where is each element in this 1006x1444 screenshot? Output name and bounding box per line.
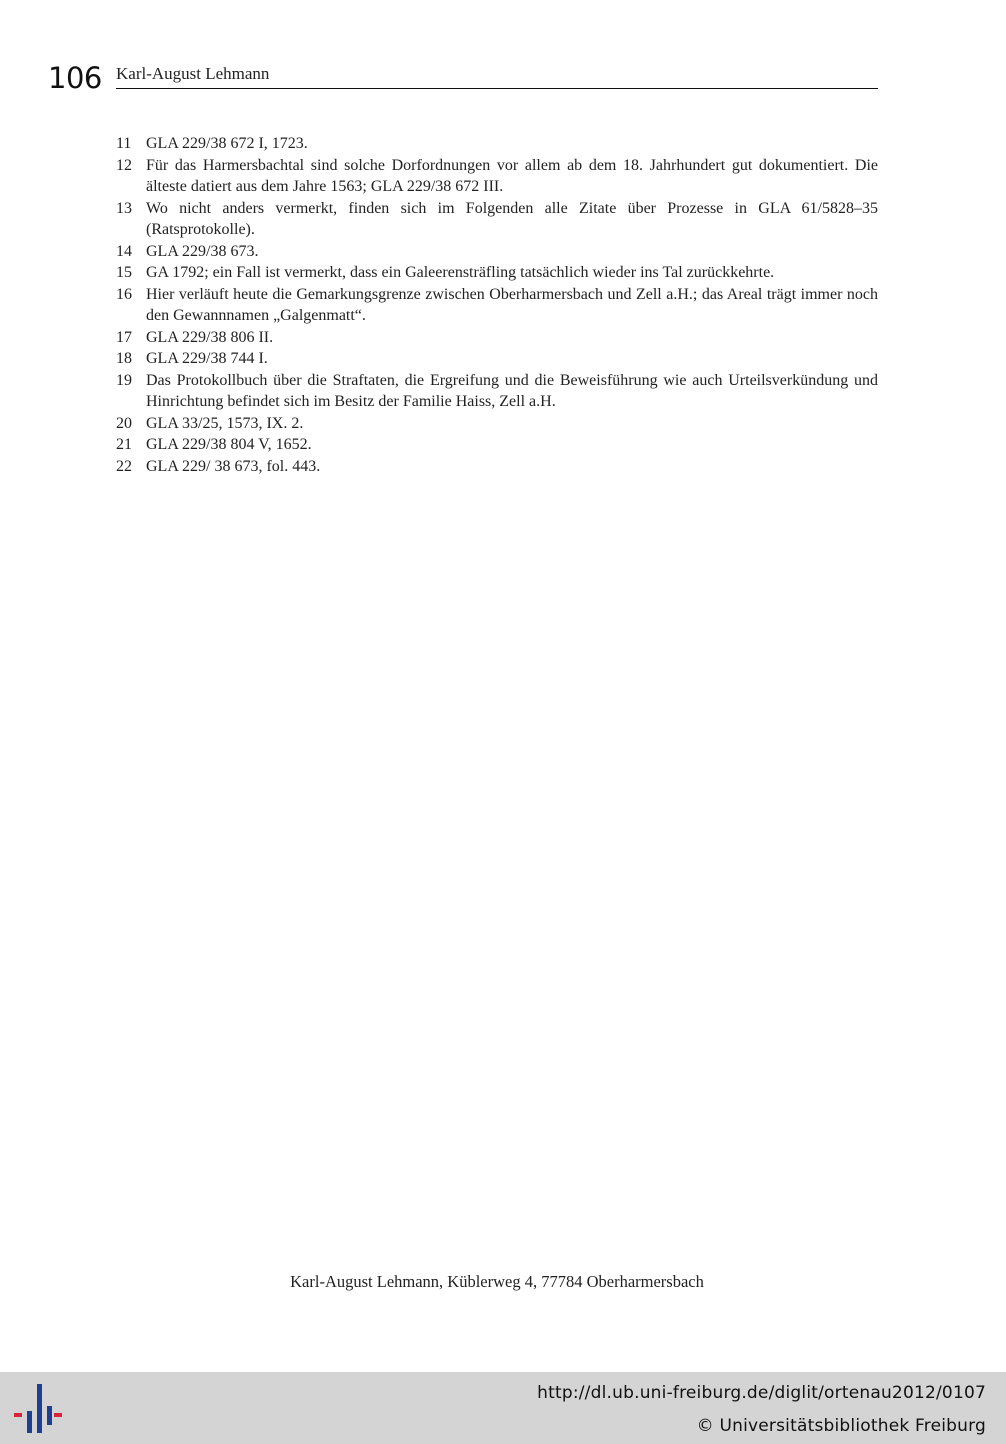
endnote-16 [116, 284, 878, 327]
endnote-12 [116, 155, 878, 198]
endnote-19 [116, 370, 878, 413]
endnote-text: GLA 229/38 806 II. [146, 328, 274, 346]
endnote-number: 19 [116, 371, 132, 389]
page-header [48, 58, 878, 95]
endnote-text: GLA 229/38 744 I. [146, 350, 268, 367]
author-address: Karl-August Lehmann, Küblerweg 4, 77784 Oberharmersbach [290, 1272, 704, 1291]
endnote-number: 22 [116, 457, 132, 475]
running-head: Karl-August Lehmann [116, 64, 270, 83]
endnote-text: GLA 33/25, 1573, IX. 2. [146, 414, 304, 432]
endnote-number: 11 [116, 135, 132, 152]
endnote-text: GLA 229/38 804 V, 1652. [146, 436, 312, 453]
permalink-url-link[interactable]: http://dl.ub.uni-freiburg.de/diglit/ortenau2012/0107 [537, 1383, 986, 1403]
endnote-number: 12 [116, 156, 132, 174]
endnote-text: GLA 229/38 673. [146, 242, 259, 260]
endnote-20 [116, 413, 878, 435]
endnotes-list [116, 133, 878, 477]
copyright-notice: © Universitätsbibliothek Freiburg [696, 1416, 986, 1436]
endnote-18 [116, 348, 878, 370]
endnote-number: 17 [116, 328, 132, 346]
endnote-text: GA 1792; ein Fall ist vermerkt, dass ein Galeerensträfling tatsächlich wieder ins Tal zurückkehrte. [146, 264, 775, 281]
endnote-number: 16 [116, 285, 132, 303]
endnote-13 [116, 198, 878, 241]
footer-bar [0, 1372, 1006, 1444]
endnote-21 [116, 434, 878, 456]
endnote-number: 21 [116, 436, 132, 453]
endnote-text: Das Protokollbuch über die Straftaten, die Ergreifung und die Beweisführung wie auch Urteilsverkündung und Hinrichtung befindet sich im Besitz der Familie Haiss, Zell a.H. [146, 371, 878, 410]
endnote-text: Wo nicht anders vermerkt, finden sich im Folgenden alle Zitate über Prozesse in GLA 61/5828–35 (Ratsprotokolle). [146, 199, 878, 238]
endnote-number: 13 [116, 199, 132, 217]
endnote-number: 20 [116, 414, 132, 432]
header-rule [116, 88, 878, 89]
endnote-number: 14 [116, 242, 132, 260]
endnote-text: GLA 229/ 38 673, fol. 443. [146, 457, 321, 475]
endnote-17 [116, 327, 878, 349]
ub-freiburg-logo-icon[interactable] [12, 1384, 64, 1434]
endnote-22 [116, 456, 878, 478]
page-number: 106 [48, 61, 102, 95]
endnote-text: Hier verläuft heute die Gemarkungsgrenze zwischen Oberharmersbach und Zell a.H.; das Areal trägt immer noch den Gewannnamen „Galgenmatt“. [146, 285, 878, 324]
endnote-text: GLA 229/38 672 I, 1723. [146, 135, 308, 152]
endnote-number: 15 [116, 264, 132, 281]
endnote-14 [116, 241, 878, 263]
endnote-15 [116, 262, 878, 284]
endnote-text: Für das Harmersbachtal sind solche Dorfordnungen vor allem ab dem 18. Jahrhundert gut dokumentiert. Die älteste datiert aus dem Jahre 1563; GLA 229/38 672 III. [146, 156, 878, 195]
endnote-11 [116, 133, 878, 155]
endnote-number: 18 [116, 350, 132, 367]
